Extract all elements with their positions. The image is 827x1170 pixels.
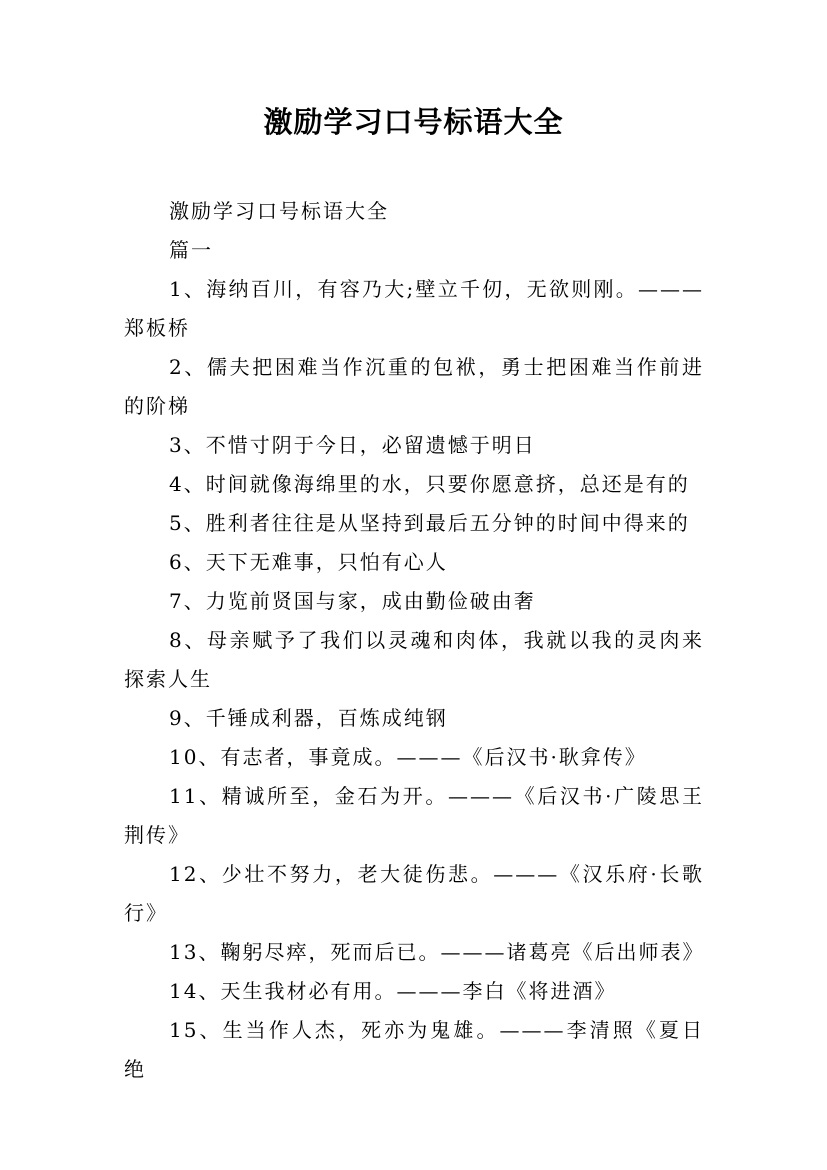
document-title: 激励学习口号标语大全 bbox=[263, 105, 564, 139]
list-item-2: 2、儒夫把困难当作沉重的包袱，勇士把困难当作前进的阶梯 bbox=[124, 355, 704, 418]
list-item-7: 7、力览前贤国与家，成由勤俭破由奢 bbox=[169, 589, 536, 613]
list-item-6: 6、天下无难事，只怕有心人 bbox=[169, 550, 448, 574]
document-body bbox=[124, 192, 704, 1089]
list-item-3: 3、不惜寸阴于今日，必留遗憾于明日 bbox=[169, 433, 536, 457]
list-item-15: 15、生当作人杰，死亦为鬼雄。———李清照《夏日绝 bbox=[124, 1018, 704, 1081]
subtitle-paragraph: 激励学习口号标语大全 bbox=[169, 199, 389, 223]
list-item-5: 5、胜利者往往是从坚持到最后五分钟的时间中得来的 bbox=[169, 511, 690, 535]
list-item-13: 13、鞠躬尽瘁，死而后已。———诸葛亮《后出师表》 bbox=[169, 940, 705, 964]
section-heading: 篇一 bbox=[169, 238, 213, 262]
list-item-10: 10、有志者，事竟成。———《后汉书·耿弇传》 bbox=[169, 745, 647, 769]
list-item-9: 9、千锤成利器，百炼成纯钢 bbox=[169, 706, 448, 730]
list-item-14: 14、天生我材必有用。———李白《将进酒》 bbox=[169, 979, 617, 1003]
list-item-12: 12、少壮不努力，老大徒伤悲。———《汉乐府·长歌行》 bbox=[124, 862, 704, 925]
list-item-4: 4、时间就像海绵里的水，只要你愿意挤，总还是有的 bbox=[169, 472, 690, 496]
list-item-1: 1、海纳百川，有容乃大;壁立千仞，无欲则刚。———郑板桥 bbox=[124, 277, 704, 340]
list-item-11: 11、精诚所至，金石为开。———《后汉书·广陵思王荆传》 bbox=[124, 784, 704, 847]
list-item-8: 8、母亲赋予了我们以灵魂和肉体，我就以我的灵肉来探索人生 bbox=[124, 628, 704, 691]
